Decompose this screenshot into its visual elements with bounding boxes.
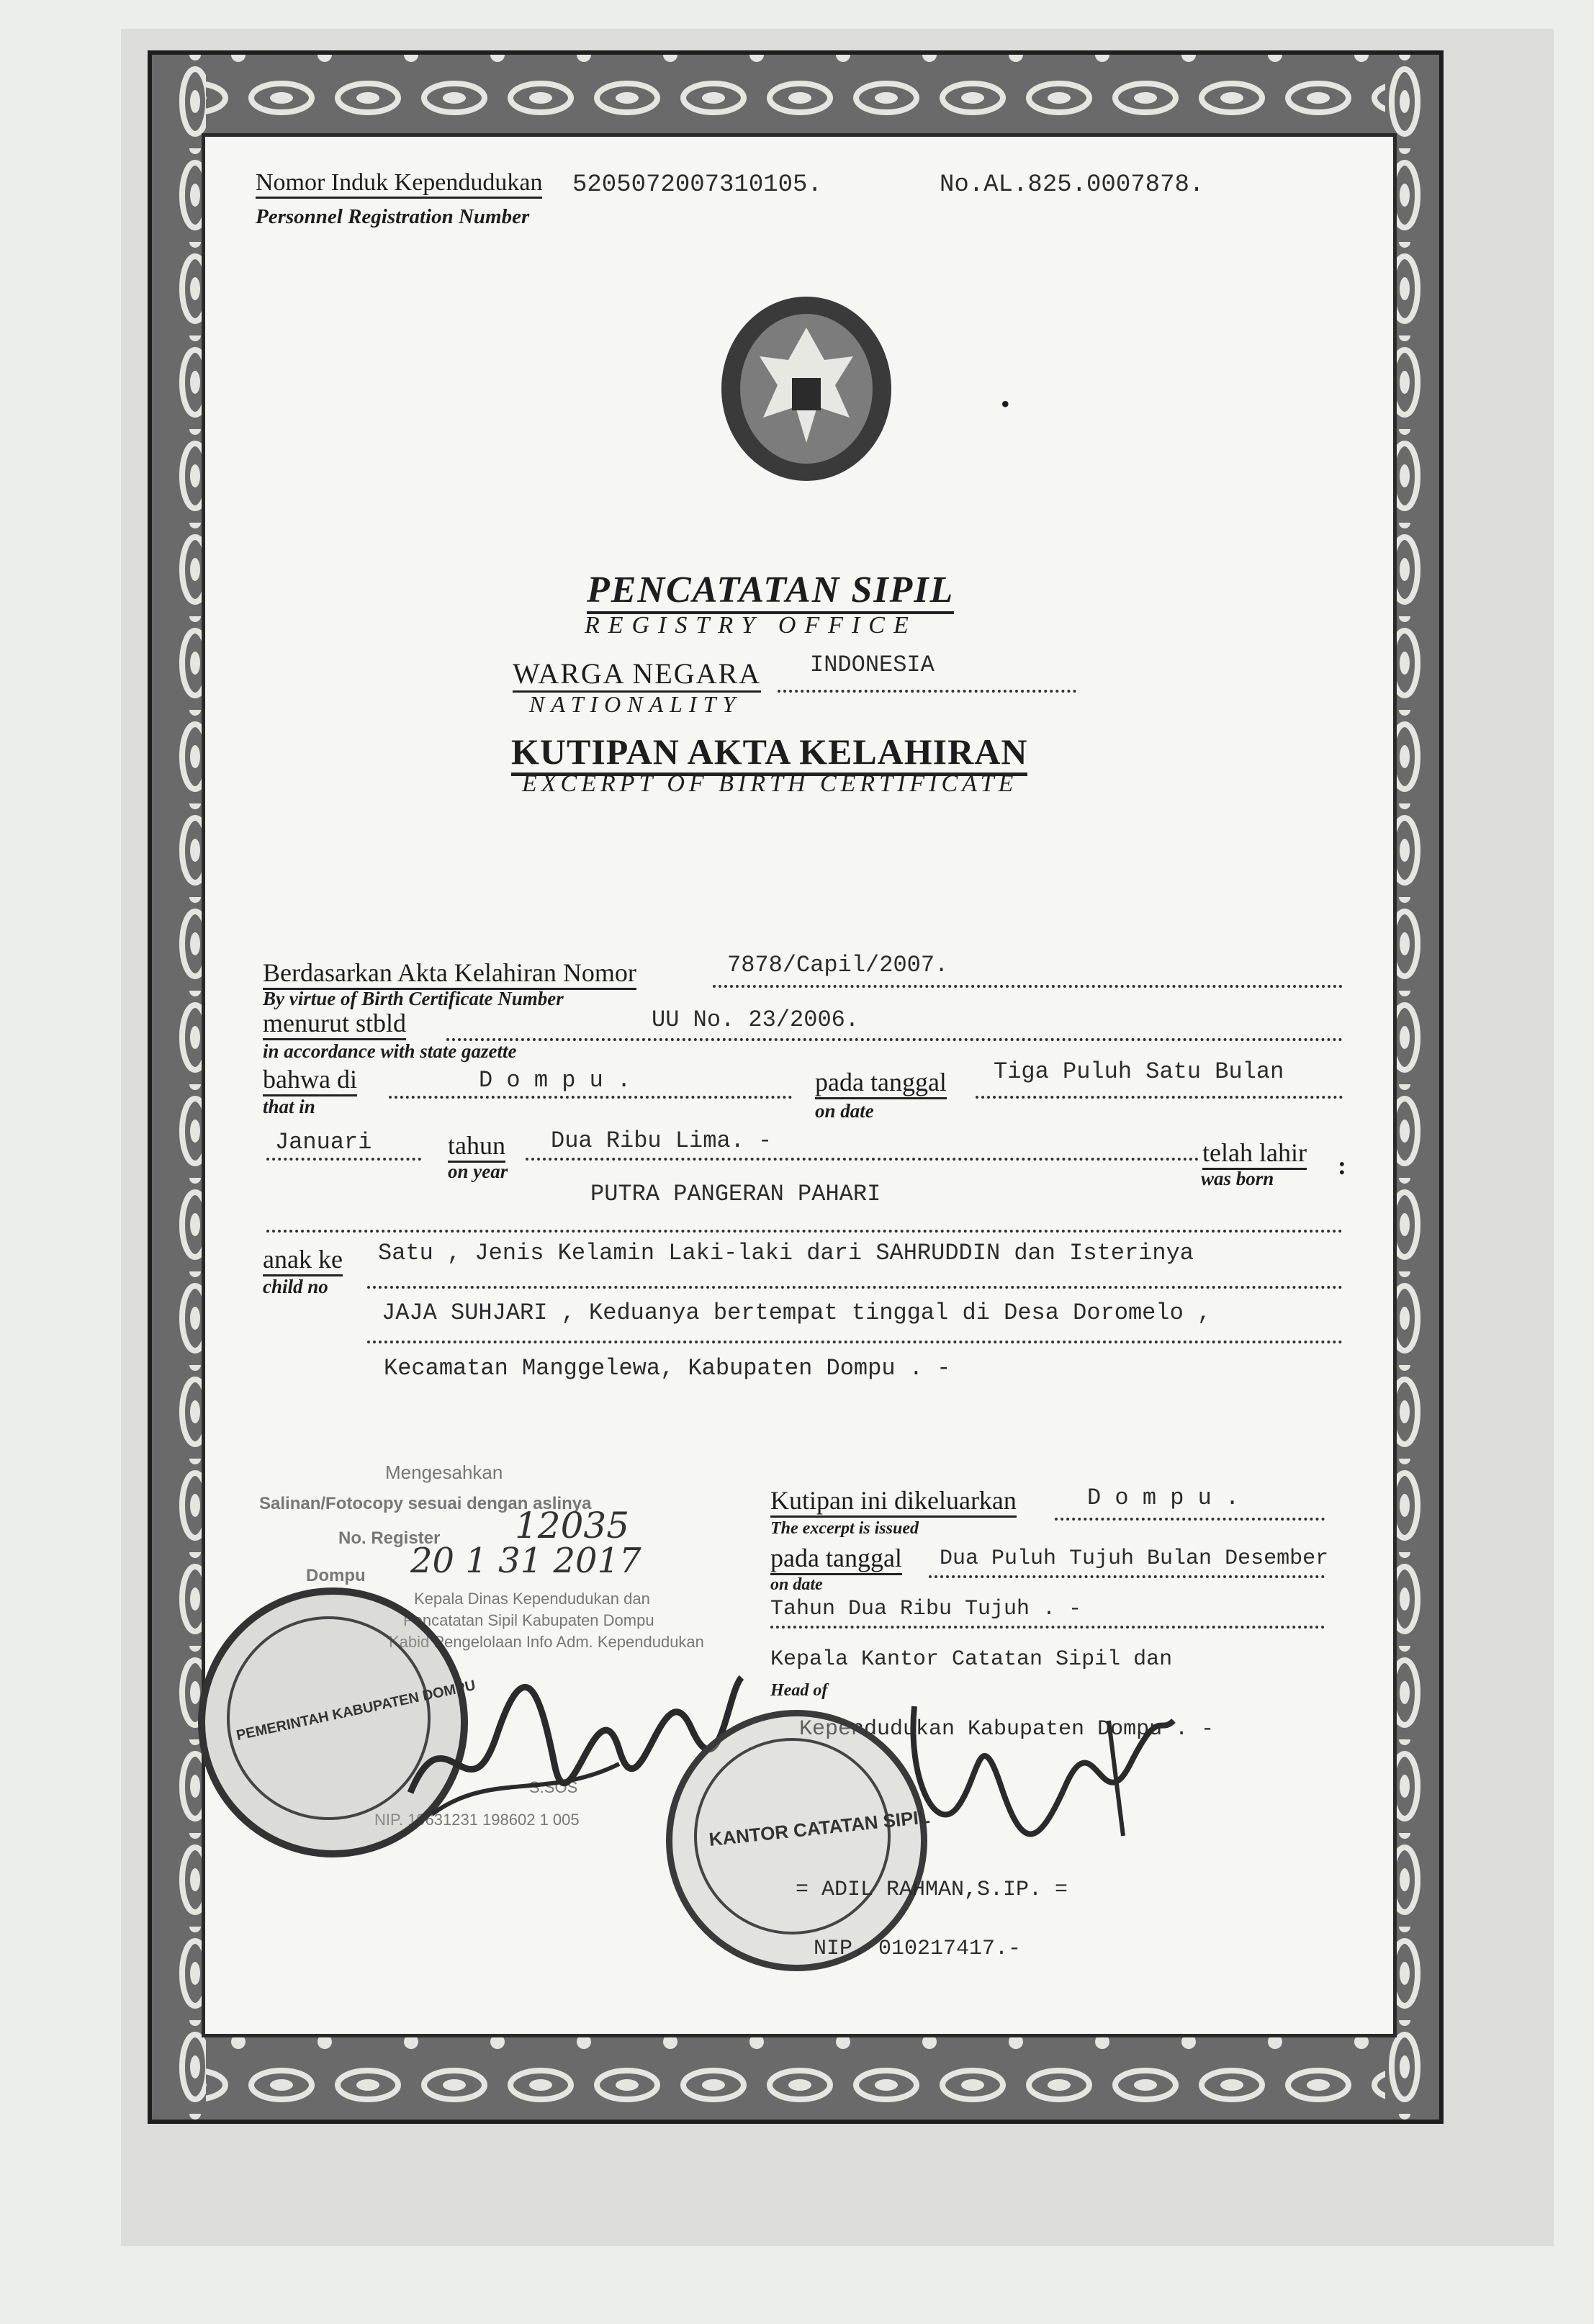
birthdate-value: Tiga Puluh Satu Bulan [994,1058,1284,1085]
document-title: KUTIPAN AKTA KELAHIRAN [511,731,1027,776]
birth-month-dotline [266,1158,421,1161]
child-detail-line3: Kecamatan Manggelewa, Kabupaten Dompu . - [384,1355,951,1382]
child-detail-dotline1 [367,1286,1343,1289]
legal-place: Dompu [306,1566,366,1585]
legal-register-label: No. Register [338,1528,441,1548]
nationality-en: NATIONALITY [529,691,742,717]
right-signature-icon [893,1677,1181,1879]
issue-year-value: Tahun Dua Ribu Tujuh . - [770,1597,1082,1621]
legal-head-line3: Kabid Pengelolaan Info Adm. Kependudukan [389,1633,704,1651]
right-stamp-text: KANTOR CATATAN SIPIL [708,1805,931,1851]
stbld-en: in accordance with state gazette [263,1040,517,1062]
left-stamp-text: PEMERINTAH KABUPATEN DOMPU [235,1677,477,1744]
birth-year-dotline [526,1158,1199,1161]
nationality-dotline [778,690,1076,693]
birthplace-en: that in [263,1096,315,1117]
birthplace-dotline [389,1096,792,1099]
official-name: = ADIL RAHMAN,S.IP. = [796,1878,1068,1902]
child-detail-line1: Satu , Jenis Kelamin Laki-laki dari SAHRUDDIN dan Isterinya [378,1240,1194,1266]
legal-head-line1: Kepala Dinas Kependudukan dan [414,1590,650,1608]
nik-label: Nomor Induk Kependudukan [256,169,542,199]
birthplace-label: bahwa di [263,1064,357,1096]
birthplace-value: D o m p u . [479,1067,631,1094]
legal-mengesahkan: Mengesahkan [385,1461,503,1483]
birth-year-label: tahun [448,1130,505,1163]
issued-label: Kutipan ini dikeluarkan [770,1485,1017,1518]
stbld-dotline [446,1038,1343,1041]
issued-place: D o m p u . [1087,1485,1240,1511]
legal-sign-suffix: S.SOS [529,1778,578,1796]
right-official-stamp [666,1710,931,1971]
cert-number-dotline [713,985,1343,988]
issued-dotline [1055,1518,1325,1521]
garuda-emblem-icon [716,292,896,486]
office-title-en: REGISTRY OFFICE [585,612,917,639]
born-colon: : [1338,1151,1346,1180]
birthdate-label: pada tanggal [815,1067,947,1099]
birthdate-dotline [976,1096,1343,1099]
legal-register-handwritten: 12035 [515,1505,630,1546]
born-en: was born [1201,1168,1274,1189]
office-head-line1: Kepala Kantor Catatan Sipil dan [770,1647,1173,1672]
legal-copy-note: Salinan/Fotocopy sesuai dengan aslinya [259,1494,592,1513]
child-detail-line2: JAJA SUHJARI , Keduanya bertempat tinggal di Desa Doromelo , [382,1300,1212,1326]
cert-number-label: Berdasarkan Akta Kelahiran Nomor [263,958,636,990]
nik-sublabel: Personnel Registration Number [256,205,530,228]
stbld-label: menurut stbld [263,1008,406,1040]
issue-date-dotline [929,1575,1325,1578]
issue-date-en: on date [770,1575,823,1594]
nationality-value: INDONESIA [810,652,935,678]
issue-year-dotline [770,1626,1325,1629]
issue-date-label: pada tanggal [770,1543,902,1575]
issue-date-value: Dua Puluh Tujuh Bulan Desember [940,1546,1329,1571]
child-order-label: anak ke [263,1244,343,1276]
child-detail-dotline2 [367,1341,1343,1343]
stbld-value: UU No. 23/2006. [652,1006,860,1033]
legal-head-line2: Pencatatan Sipil Kabupaten Dompu [403,1611,654,1629]
cert-number-value: 7878/Capil/2007. [727,952,949,978]
official-nip: NIP. 010217417.- [814,1937,1022,1961]
office-head-en: Head of [770,1681,828,1700]
birth-year-value: Dua Ribu Lima. - [551,1127,773,1154]
born-label: telah lahir [1202,1138,1307,1170]
ink-dot: • [1001,389,1010,418]
nationality-label: WARGA NEGARA [513,657,761,693]
child-name-value: PUTRA PANGERAN PAHARI [590,1181,881,1207]
office-title: PENCATATAN SIPIL [587,569,954,614]
document-number: No.AL.825.0007878. [940,171,1204,199]
document-title-en: EXCERPT OF BIRTH CERTIFICATE [522,770,1018,797]
nik-value: 5205072007310105. [572,171,822,199]
child-name-dotline [266,1230,1343,1233]
legal-date-handwritten: 20 1 31 2017 [410,1541,641,1581]
issued-en: The excerpt is issued [770,1519,919,1538]
birth-year-en: on year [448,1161,508,1182]
child-order-en: child no [263,1276,328,1297]
birthdate-en: on date [815,1100,874,1122]
birth-month-value: Januari [275,1129,372,1156]
legal-nip: NIP. 19631231 198602 1 005 [374,1811,580,1829]
office-head-line2: Kependudukan Kabupaten Dompu . - [799,1717,1215,1742]
cert-number-en: By virtue of Birth Certificate Number [263,988,564,1009]
